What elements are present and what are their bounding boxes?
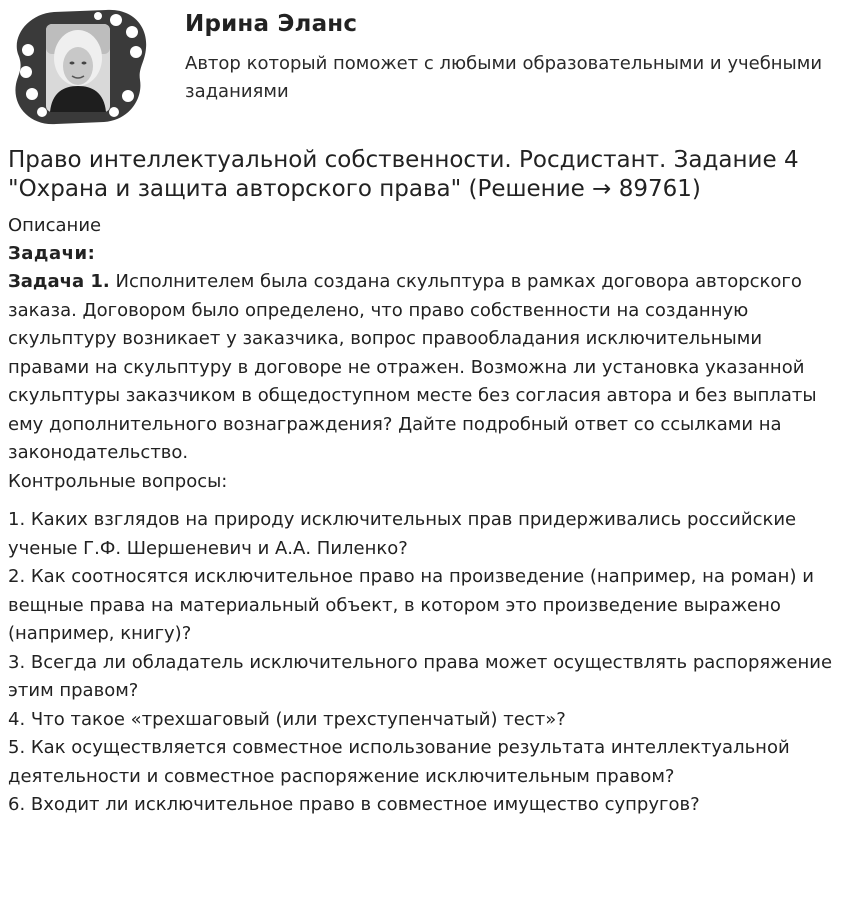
question-item: 3. Всегда ли обладатель исключительного права может осуществлять распоряжение этим правом?: [8, 651, 833, 701]
author-name[interactable]: Ирина Эланс: [185, 11, 358, 37]
question-item: 4. Что такое «трехшаговый (или трехступенчатый) тест»?: [8, 708, 566, 730]
description-label: Описание: [8, 215, 102, 236]
control-questions-heading: Контрольные вопросы:: [8, 470, 228, 492]
tasks-heading: Задачи:: [8, 243, 96, 264]
question-item: 1. Каких взглядов на природу исключительных прав придерживались российские ученые Г.Ф. Шершеневич и А.А. Пиленко?: [8, 509, 797, 559]
task-1-label: Задача 1.: [8, 271, 110, 292]
task-1-text: Исполнителем была создана скульптура в рамках договора авторского заказа. Договором было определено, что право собственности на созданную скульптуру возникает у заказчика, вопрос правообладания исключительными правами на скульптуру в договоре не отражен. Возможна ли установка указанной скульптуры заказчиком в общедоступном месте без согласия автора и без выплаты ему дополнительного вознаграждения? Дайте подробный ответ со ссылками на законодательство.: [8, 271, 817, 463]
task-1: [8, 268, 840, 468]
author-description: Автор который поможет с любыми образовательными и учебными заданиями: [185, 53, 823, 102]
portrait-photo: [46, 24, 110, 112]
question-item: 5. Как осуществляется совместное использование результата интеллектуальной деятельности и совместное распоряжение исключительным правом?: [8, 737, 790, 787]
page-title: Право интеллектуальной собственности. Росдистант. Задание 4 "Охрана и защита авторского права" (Решение → 89761): [8, 147, 799, 202]
document-content: [8, 146, 840, 820]
question-item: 6. Входит ли исключительное право в совместное имущество супругов?: [8, 794, 700, 815]
author-header: [0, 0, 847, 140]
avatar[interactable]: [6, 6, 151, 126]
question-item: 2. Как соотносятся исключительное право на произведение (например, на роман) и вещные права на материальный объект, в котором это произведение выражено (например, книгу)?: [8, 566, 814, 644]
